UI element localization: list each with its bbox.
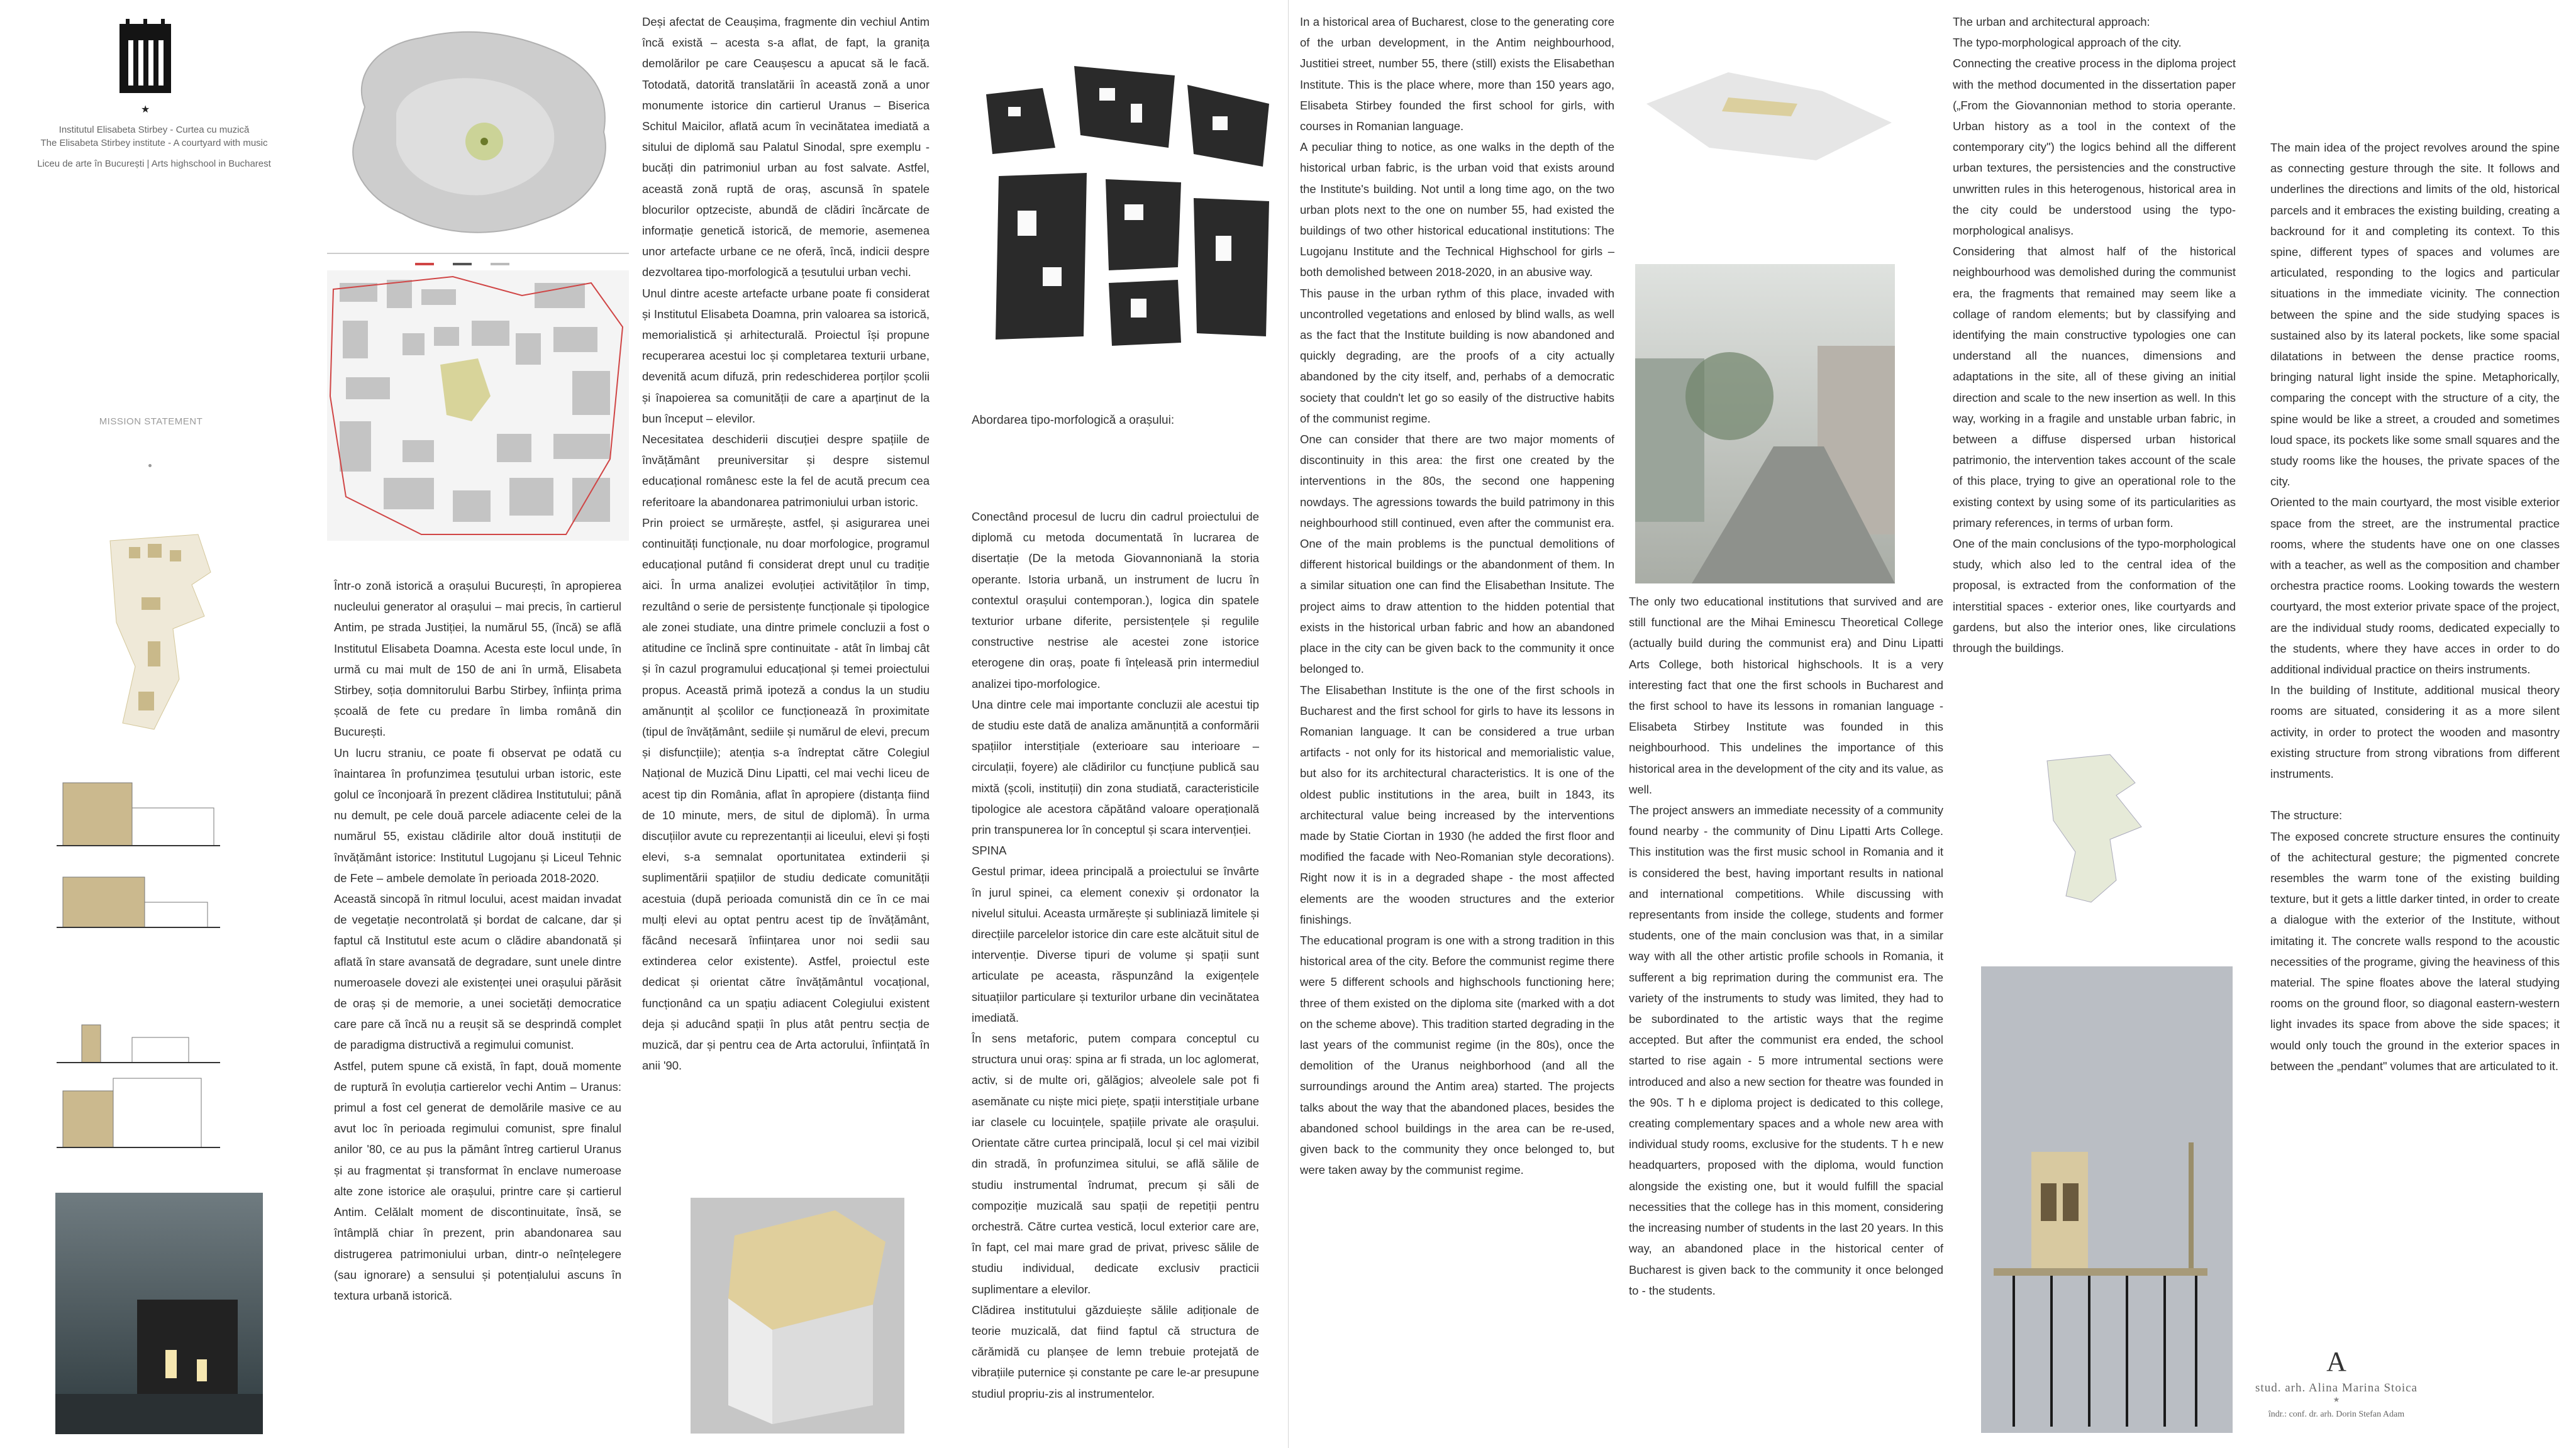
paragraph: In a historical area of Bucharest, close to the generating core of the urban development, in the Antim neighbourhood, Justitiei street, number 55, there (still) exists the Elisabethan Institute. This is the place where, more than 150 years ago, Elisabeta Stirbey founded the first school for girls, with courses in Romanian language. <box>1300 15 1614 133</box>
paragraph: Unul dintre aceste artefacte urbane poate fi considerat și Institutul Elisabeta Doamna, prin valoarea sa istorică, memorialistică și arhitecturală. Proiectul își propune recuperarea acestui loc și completarea texturii urbane, devenită acum difuză, prin redeschiderea porților școlii și înapoierea sa comunității de care a aparținut de la bun început – elevilor. <box>642 286 930 425</box>
site-massing-plan <box>104 528 217 742</box>
institution-line: The Elisabeta Stirbey institute - A courtyard with music <box>40 138 268 148</box>
text-column-ro-2 <box>642 11 930 1076</box>
paragraph: One can consider that there are two major moments of discontinuity in this area: the first one created by the interventions in the 80s, the second one happening nowdays. The agressions towards the build patrimony in this neighbourhood still continued, even after the communist era. One of the main problems is the punctual demolitions of different historical buildings or the abandonment of them. In a similar situation one can find the Elisabethan Insitute. The project aims to draw attention to the hidden potential that exists in the historical urban fabric and how an abandoned place in the city can be given back to the community it once belonged to. <box>1300 433 1614 676</box>
section-drawing-4 <box>57 1072 220 1154</box>
paragraph: One of the main conclusions of the typo-morphological study, which also led to the central idea of the proposal, is extracted from the conformation of the interstitial spaces - exterior ones, like courtyards and gardens, but also the interior ones, like circulations through the buildings. <box>1953 537 2236 655</box>
spacer <box>2270 784 2560 805</box>
model-photo-image <box>1981 966 2233 1433</box>
institute-logo-icon <box>119 19 171 93</box>
approach-heading: The urban and architectural approach: <box>1953 15 2150 28</box>
paragraph: The Elisabethan Institute is the one of the first schools in Bucharest and the first school for girls to have its lessons in Romanian language. It can be considered a true urban artifacts - not only for its historical and memorialistic value, but also for its architectural characteristics. It is one of the oldest public institutions in the area, built in 1843, its architectural value being increased by the interventions made by Statie Ciortan in 1930 (he added the first floor and modified the facade with Neo-Romanian style decorations). Right now it is in a degraded shape - the most affected elements are the wooden structures and the exterior finishings. <box>1300 683 1614 926</box>
paragraph: Conectând procesul de lucru din cadrul proiectului de diplomă cu metoda documentată în lucrarea de disertație (De la metoda Giovannoniană la storia operante. Istoria urbană, un instrument de lucru în contextul orașului contemporan.), logica din spatele texturior urbane diferite, persistențele și regulile constructive nestrise ale acestei zone istorice eterogene din oraș, poate fi înțeleasă prin intermediul analizei tipo-morfologice. <box>972 510 1259 690</box>
paragraph: The only two educational institutions that survived and are still functional are the Mihai Eminescu Theoretical College (actually build during the communist era) and Dinu Lipatti Arts College, both historical highschools. It is a very interesting fact that one the first schools in Bucharest and the first school to have its lessons in romanian language - Elisabeta Stirbey Institute was founded in this neighbourhood. This undelines the importance of this historical area in the development of the city and its value, as well. <box>1629 595 1943 796</box>
paragraph: Gestul primar, ideea principală a proiectului se învârte în jurul spinei, ca element conexiv și ordonator la nivelul sitului. Aceasta urmărește și subliniază limitele și direcțiile parcelelor istorice din care este alcătuit situl de intervenție. Diverse tipuri de volume și spații sunt articulate pe aceasta, răspunzând la exigențele situațiilor particulare și texturilor urbane din vecinătatea imediată. <box>972 865 1259 1024</box>
paragraph: Oriented to the main courtyard, the most visible exterior space from the street, are the instrumental practice rooms, where the students have one on one classes with a teacher, as well as the composition and chamber orchestra practice rooms. Looking towards the western courtyard, the most exterior private space of the project, are the individual study rooms, dedicated expecially to the students, where they have acces in order to do additional individual practice on theirs instruments. <box>2270 495 2560 677</box>
paragraph: This pause in the urban rythm of this place, invaded with uncontrolled vegetations and enlosed by blind walls, as well as the fact that the Institute building is now abandoned and quickly degrading, are the proofs of a city actually abandoned by the city itself, and, perhabs of a democratic society that couldn't let go so easily of the distructive habits of the communist regime. <box>1300 286 1614 425</box>
student-name: stud. arh. Alina Marina Stoica <box>2255 1381 2418 1395</box>
monogram-logo: A <box>2326 1346 2346 1377</box>
text-column-ro-1 <box>334 575 621 1306</box>
approach-subheading: The typo-morphological approach of the city. <box>1953 36 2182 50</box>
institution-title-block <box>25 123 283 170</box>
spina-heading: SPINA <box>972 844 1007 858</box>
paragraph: The project answers an immediate necessity of a community found nearby - the community of Dinu Lipatti Arts College. This institution was the first music school in Romania and it is considered the best, having important results in national and international competitions. While discussing with representants from inside the college, students and former students, one of the main conclusion was that, in a similar way with all the other artistic profile schools in Romania, it sufferent a big reprimation during the communist era. The variety of the instruments to study was limited, they had to be subordinated to the artistic ways that the regime accepted. But after the communist era ended, the school started to rise again - 5 more intrumental sections were introduced and also a new section for theatre was founded in the 90s. T h e diploma project is dedicated to this college, creating complementary spaces and a whole new area with individual study rooms, exclusive for the students. T h e new headquarters, proposed with the diploma, would function alongside the existing one, but it would fulfill the spacial necessities that the college has in this moment, considering the increasing number of students in the last 20 years. In this way, an abandoned place in the historical center of Bucharest is given back to the community it once belonged to - the students. <box>1629 804 1943 1297</box>
text-column-en-4 <box>2270 137 2560 1076</box>
structure-heading: The structure: <box>2270 809 2343 822</box>
site-context-plan <box>327 270 629 541</box>
map-legend-bar <box>327 258 629 270</box>
axonometric-model-image <box>691 1198 904 1434</box>
ground-floor-plan <box>2041 751 2154 905</box>
text-column-en-2 <box>1629 591 1943 1301</box>
section-drawing-2 <box>57 871 220 940</box>
paragraph: Într-o zonă istorică a orașului București, în apropierea nucleului generator al orașului – mai precis, în cartierul Antim, pe strada Justiției, la numărul 55, (încă) se află Institutul Elisabeta Doamna. Acesta este locul unde, în urmă cu mai mult de 150 de ani în urmă, Elisabeta Stirbey, soția domnitorului Barbu Stirbey, înființa prima școală de fete cu predare în limba română din București. <box>334 579 621 739</box>
paragraph: Clădirea institutului găzduiește sălile adiționale de teorie muzicală, dat fiind faptul că structura de cărămidă cu planșee de lemn trebuie protejată de vibrațiile puternice și constante pe care le-ar presupune studiul propriu-zis al instrumentelor. <box>972 1303 1259 1400</box>
institution-line: Institutul Elisabeta Stirbey - Curtea cu muzică <box>58 124 250 135</box>
coordinator-name: îndr.: conf. dr. arh. Dorin Stefan Adam <box>2268 1410 2405 1419</box>
center-fold-line <box>1288 0 1289 1448</box>
institution-line: Liceu de arte în București | Arts highschool in Bucharest <box>37 158 271 169</box>
paragraph: A peculiar thing to notice, as one walks in the depth of the historical urban fabric, is the urban void that exists around the Institute's building. Not until a long time ago, on the two urban plots next to the one on number 55, had existed the buildings of two other historical educational institutions: The Lugojanu Institute and the Technical Highschool for girls – both demolished between 2018-2020, in an abusive way. <box>1300 140 1614 279</box>
map-divider <box>327 253 629 254</box>
text-column-ro-3 <box>972 506 1259 1404</box>
aerial-massing-image <box>1634 35 1904 179</box>
credits-block <box>2204 1346 2468 1420</box>
paragraph: The main idea of the project revolves around the spine as connecting gesture through the site. It follows and underlines the directions and limits of the old, historical parcels and it embraces the existing building, creating a backround for it and completing its context. To this spine, different types of spaces and volumes are articulated, responding to the logics and particular situations in the immediate vicinity. The connection between the spine and the side studying spaces is sustained also by its lateral pockets, like some spacial dilatations in between the dense practice rooms, bringing natural light inside the spine. Metaphorically, comparing the concept with the structure of a city, the spine would be like a street, a crouded and sometimes loud space, its pockets like some small squares and the study rooms like the houses, the private spaces of the city. <box>2270 141 2560 489</box>
dot-marker <box>148 464 152 467</box>
paragraph: Prin proiect se urmărește, astfel, și asigurarea unei continuități funcționale, nu doar morfologice, programul educațional putând fi considerat drept unul cu tradiție aici. În urma analizei evoluției activităților în timp, rezultând o serie de persistențe funcționale și tipologice ale zonei studiate, una dintre primele concluzii a fost o atitudine ce înclină spre continuitate - atât în limbaj cât și în cazul programului educațional și temei proiectului propus. Această primă ipoteză a condus la un studiu amănunțit al școlilor ce funcționează în proximitate (tipul de învățământ, sediile și numărul de elevi, precum și disfuncțiile); atenția s-a îndreptat către Colegiul Național de Muzică Dinu Lipatti, cel mai vechi liceu de acest tip din România, aflat în apropiere (distanța fiind de 10 minute, mers, de situl de diplomă). În urma discuțiilor avute cu reprezentanții ai liceului, elevi și foști elevi, s-a semnalat oportunitatea extinderii și suplimentării spațiilor de studiu dedicate comunității acestuia (după perioada comunistă din ce în ce mai mulți elevi au optat pentru acest tip de învățământ, făcând necesară înființarea unor noi sedii sau extinderea celor existente). Astfel, proiectul este dedicat și orientat către învățământul vocațional, funcționând ca un spațiu adiacent Colegiului existent deja și aducând spații în plus atât pentru secția de muzică, dar și pentru cea de Arta actorului, înființată în anii '90. <box>642 516 930 1073</box>
section-drawing-3 <box>57 1019 220 1069</box>
paragraph: In the building of Institute, additional musical theory rooms are situated, considering it as a more silent activity, in order to protect the wooden and masontry existing structure from strong vibrations from different instruments. <box>2270 683 2560 781</box>
paragraph: În sens metaforic, putem compara conceptul cu structura unui oraș: spina ar fi strada, un loc aglomerat, activ, si de multe ori, gălăgios; alveolele sale pot fi asemănate cu niște mici piețe, spații interstițiale urbane iar clasele cu locuințele, spațiile private ale orașului. Orientate către curtea principală, locul și cel mai vizibil din stradă, în profunzimea sitului, se află sălile de studiu instrumental îndrumat, precum și săli de compoziție muzicală sau spații de repetiții pentru orchestră. Către curtea vestică, locul exterior care are, în fapt, cel mai mare grad de privat, privesc sălile de studiu individual, dedicate exclusiv practicii suplimentare a elevilor. <box>972 1032 1259 1296</box>
section-drawing-1 <box>57 758 220 852</box>
courtyard-render-image <box>1635 264 1895 583</box>
star-icon: ★ <box>141 104 150 115</box>
typo-heading-ro: Abordarea tipo-morfologică a orașului: <box>972 414 1175 427</box>
paragraph: Această sincopă în ritmul locului, acest maidan invadat de vegetație necontrolată și bordat de calcane, dar și faptul că Institutul este acum o clădire abandonată și aflată în stare avansată de degradare, sunt unele dintre numeroasele dovezi ale existenței unei orașului părăsit de oraș și de memorie, a unei societăți democratice care pare că încă nu a reușit să se desprindă complet de paradigma distructivă a regimului comunist. <box>334 892 621 1052</box>
paragraph: Necesitatea deschiderii discuției despre spațiile de învățământ preuniversitar și despre sistemul educațional românesc este la fel de acută precum cea referitoare la abandonarea patrimoniului urban istoric. <box>642 433 930 509</box>
paragraph: Astfel, putem spune că există, în fapt, două momente de ruptură în evoluția cartierelor vechi Antim – Uranus: primul a fost cel generat de demolările masive ce au avut loc în perioada regimului comunist, spre finalul anilor '80, ce au pus la pământ întreg cartierul Uranus și au fragmentat și transformat în enclave numeroase alte zone istorice ale orașului, printre care și cartierul Antim. Celălalt moment de discontinuitate, însă, se întâmplă chiar în prezent, prin abandonarea sau distrugerea patrimoniului urban, dintr-o neînțelegere (sau ignorare) a sensului și potențialului ascuns în textura urbană istorică. <box>334 1059 621 1302</box>
paragraph: Un lucru straniu, ce poate fi observat pe odată cu înaintarea în profunzimea țesutului urban istoric, este golul ce înconjoară în prezent clădirea Institutului; până nu demult, pe cele două parcele adiacente celei de la numărul 55, existau clădirile altor două instituții de învățământ istorice: Institutul Lugojanu și Liceul Tehnic de Fete – ambele demolate în perioada 2018-2020. <box>334 746 621 885</box>
paragraph: Una dintre cele mai importante concluzii ale acestui tip de studiu este dată de analiza amănunțită a conformării spațiilor interstițiale (exterioare sau interioare – circulații, foyere) ale clădirilor cu funcțiune publică sau mixtă (școli, instituții) din zona studiată, caracteristicile tipologice ale acestora căpătând valoare operațională prin transpunerea lor în conceptul și scara intervenției. <box>972 697 1259 837</box>
bucharest-city-map <box>327 19 629 251</box>
paragraph: Considering that almost half of the historical neighbourhood was demolished during the communist era, the fragments that remained may seem like a collage of random elements; but by classifying and identifying the main constructive typologies one can understand all the nuances, dimensions and adaptations in the site, all of these giving an initial direction and scale to the new insertion as well. In this way, working in a fragile and unstable urban fabric, in between a diffuse dispersed urban historical patrimonio, the intervention takes account of the scale of this place, trying to give an operational role to the existing context by using some of its particularities as primary references, in terms of urban form. <box>1953 245 2236 529</box>
mission-statement-label: MISSION STATEMENT <box>99 416 203 427</box>
paragraph: The educational program is one with a strong tradition in this historical area of the city. Before the communist regime there were 5 different schools and highschools functioning here; three of them existed on the diploma site (marked with a dot on the scheme above). This tradition started degrading in the last years of the communist regime (in the 80s), once the demolition of the Uranus neighborhood (and all the surroundings around the Antim area) started. The projects talks about the way that the abandoned places, besides the abandoned school buildings in the area can be re-used, given back to the community they once belonged to, but were taken away by the communist regime. <box>1300 933 1614 1177</box>
paragraph: The exposed concrete structure ensures the continuity of the achitectural gesture; the pigmented concrete resembles the warm tone of the existing building texture, but it gets a little darker tinted, in order to create a dialogue with the exterior of the Institute, without imitating it. The concrete walls respond to the acoustic necessities of the programe, giving the heaviness of this material. The spine floates above the lateral studying rooms on the ground floor, so diagonal eastern-western light invades its space from above the side spaces; it would only touch the ground in the exterior spaces in between the „pendant" volumes that are articulated to it. <box>2270 829 2560 1073</box>
text-column-en-1 <box>1300 11 1614 1180</box>
paragraph: Connecting the creative process in the diploma project with the method documented in the dissertation paper („From the Giovannonian method to storia operante. Urban history as a tool in the context of the contemporary city") the logics behind all the different urban textures, the persistencies and the constructive unwritten rules in this heterogenous, historical area in the city could be understood using the typo-morphological analisys. <box>1953 57 2236 238</box>
star-icon: ★ <box>2333 1395 2340 1404</box>
night-render-image <box>55 1193 263 1434</box>
typology-figure-ground <box>980 60 1279 352</box>
text-column-en-3 <box>1953 11 2236 658</box>
paragraph: Deși afectat de Ceaușima, fragmente din vechiul Antim încă există – acesta s-a aflat, de fapt, la granița demolărilor pe care Ceaușescu a apucat să le facă. Totodată, datorită translatării în această zonă a unor monumente istorice din cartierul Uranus – Biserica Schitul Maicilor, aflată acum în vecinătatea imediată a sitului de diplomă sau Palatul Sinodal, spre exemplu - bucăți din patrimoniul urban au fost salvate. Astfel, această zonă ruptă de oraș, ascunsă în spatele blocurilor optzeciste, abundă de clădiri încărcate de informație genetică istorică, de memorie, asemenea unor artefacte urbane ce ne oferă, încă, indicii despre dezvoltarea tipo-morfologică a țesutului urban vechi. <box>642 15 930 279</box>
